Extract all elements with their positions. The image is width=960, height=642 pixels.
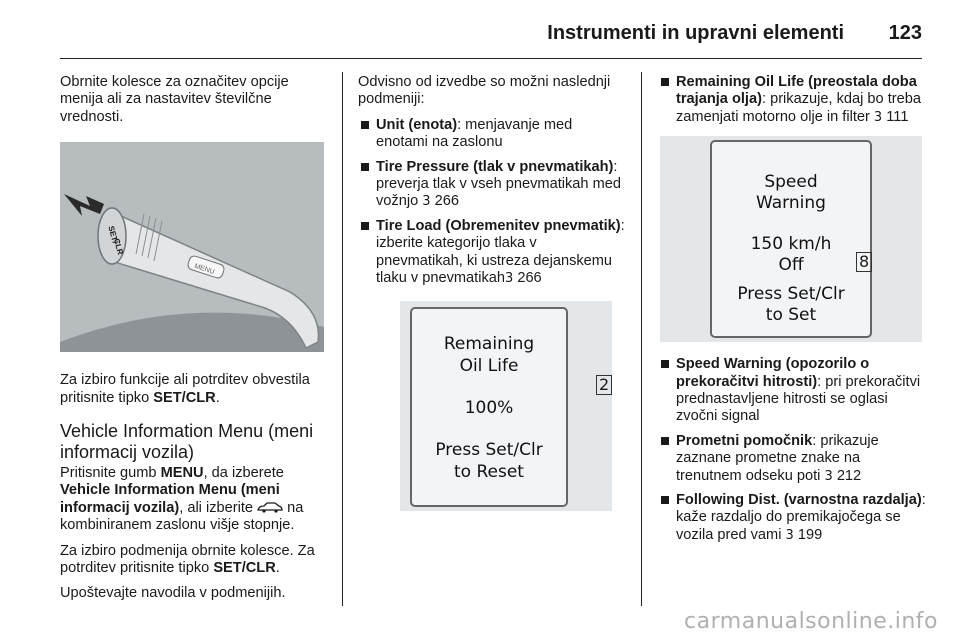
- page-ref[interactable]: 266: [517, 270, 542, 287]
- lever-illustration: [60, 142, 324, 352]
- page-ref-icon: 3: [785, 527, 794, 543]
- intro-text: Odvisno od izvedbe so možni naslednji podmeniji:: [358, 74, 611, 108]
- column-3: [658, 74, 926, 551]
- intro-text: Obrnite kolesce za označitev opcije menija ali za nastavitev številčne vrednosti.: [60, 74, 289, 125]
- watermark: carmanualsonline.info: [684, 609, 938, 634]
- list-item: Speed Warning (opozorilo o prekoračitvi hitrosti): pri prekoračitvi prednastavljene hitrosti se oglasi zvočni signal: [658, 356, 926, 426]
- set-clr-label: SET/: [106, 225, 120, 245]
- page-ref[interactable]: 111: [886, 108, 909, 125]
- speed-warning-display: Speed Warning 150 km/h Off Press Set/Clr to Set: [710, 140, 872, 338]
- speed-warning-display-figure: [660, 136, 922, 342]
- paragraph: Za izbiro podmenija obrnite kolesce. Za potrditev pritisnite tipko SET/CLR.: [60, 542, 315, 577]
- column-divider: [641, 72, 642, 606]
- page-ref-icon: 3: [824, 468, 833, 484]
- page-ref[interactable]: 266: [434, 193, 459, 210]
- paragraph: Pritisnite gumb MENU, da izberete Vehicle Information Menu (meni informacij vozila), ali izberite na kombiniranem zaslonu višje stopnje.: [60, 465, 304, 534]
- car-icon: [257, 502, 283, 513]
- list-item: Remaining Oil Life (preostala doba trajanja olja): prikazuje, kdaj bo treba zamenjati motorno olje in filter 3 111: [658, 74, 926, 126]
- figure-index: 8: [856, 252, 872, 272]
- steering-lever-photo: [60, 142, 324, 352]
- set-clr-label: CLR: [111, 237, 125, 256]
- list-item: Prometni pomočnik: prikazuje zaznane prometne znake na trenutnem odseku poti 3 212: [658, 433, 926, 485]
- list-item: Tire Load (Obremenitev pnevmatik): izberite kategorijo tlaka v pnevmatikah, ki ustreza dejanskemu tlaku v pnevmatikah3 266: [358, 218, 626, 288]
- column-divider: [342, 72, 343, 606]
- menu-button-label: MENU: [193, 263, 216, 277]
- caption-text: Za izbiro funkcije ali potrditev obvestila pritisnite tipko SET/CLR.: [60, 372, 310, 406]
- oil-life-display-figure: [400, 301, 612, 511]
- page-ref-icon: 3: [873, 109, 883, 125]
- column-1: [60, 74, 326, 611]
- page-number: 123: [888, 22, 922, 44]
- list-item: Tire Pressure (tlak v pnevmatikah): preverja tlak v vseh pnevmatikah med vožnjo 3 266: [358, 159, 626, 211]
- list-item: Following Dist. (varnostna razdalja): kaže razdaljo do premikajočega se vozila pred vami 3 199: [658, 492, 926, 544]
- section-heading: Vehicle Information Menu (meni informacij vozila): [60, 421, 314, 463]
- page-ref-icon: 3: [422, 194, 431, 210]
- page-ref-icon: 3: [504, 271, 514, 287]
- page-ref[interactable]: 212: [836, 467, 862, 484]
- oil-life-display: Remaining Oil Life 100% Press Set/Clr to Reset: [410, 307, 568, 507]
- paragraph: Upoštevajte navodila v podmenijih.: [60, 585, 286, 602]
- page-header: [60, 14, 922, 59]
- column-2: [358, 74, 626, 511]
- figure-index: 2: [596, 375, 612, 395]
- header-title: Instrumenti in upravni elementi: [547, 22, 844, 44]
- page-ref[interactable]: 199: [797, 526, 823, 543]
- list-item: Unit (enota): menjavanje med enotami na zaslonu: [358, 117, 626, 152]
